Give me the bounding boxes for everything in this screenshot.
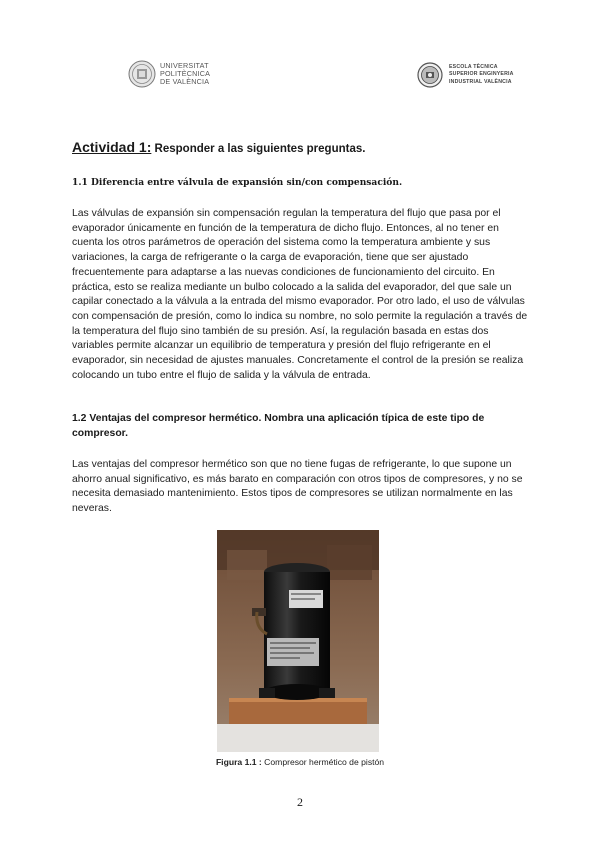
activity-label: Actividad 1:: [72, 139, 152, 155]
etsii-seal-icon: [417, 62, 443, 88]
upv-logo-line: UNIVERSITAT: [160, 61, 209, 70]
etsii-logo: [417, 62, 514, 88]
etsii-logo-line: INDUSTRIAL VALÈNCIA: [449, 78, 512, 85]
etsii-logo-text: [449, 64, 514, 86]
upv-logo-line: POLITÈCNICA: [160, 69, 211, 78]
activity-title: [72, 139, 365, 155]
section-1-heading: 1.1 Diferencia entre válvula de expansión sin/con compensación.: [72, 177, 403, 188]
etsii-logo-line: ESCOLA TÈCNICA: [449, 63, 498, 70]
figure-label: Figura 1.1 :: [215, 757, 262, 767]
upv-logo: [128, 60, 210, 88]
section-1-body: Las válvulas de expansión sin compensación regulan la temperatura del flujo que pasa por el evaporador únicamente en función de la temperatura de dicho flujo. Entonces, al no tener en cuenta los otros parámetros de operación del sistema como la temperatura ambiente y sus variaciones, la carga de refrigerante o la carga de evaporación, tiene que ser ajustado frecuentemente para adaptarse a las nuevas condiciones de funcionamiento del circuito. En práctica, esto se realiza mediante un bulbo colocado a la salida del evaporador, del que sale un capilar conectado a la válvula a la entrada del mismo evaporador. Por otro lado, el uso de válvulas con compensación de presión, como lo indica su nombre, no solo permite la regulación a través de la temperatura del flujo sino también de su presión. Así, la regulación basada en estas dos variables permite alcanzar un equilibrio de temperatura y presión del flujo refrigerante en el evaporador, sin necesidad de ajustes manuales. Concretamente el control de la presión se realiza colocando un tubo entre el flujo de salida y la válvula de entrada.: [72, 208, 528, 381]
figure-caption: [0, 757, 600, 767]
etsii-logo-line: SUPERIOR ENGINYERIA: [449, 71, 514, 78]
upv-logo-line: DE VALÈNCIA: [160, 77, 210, 86]
figure-caption-text: Compresor hermético de pistón: [261, 757, 385, 767]
section-2-heading: 1.2 Ventajas del compresor hermético. Nombra una aplicación típica de este tipo de compresor.: [72, 413, 485, 439]
upv-logo-text: [160, 62, 210, 86]
section-2-body: Las ventajas del compresor hermético son que no tiene fugas de refrigerante, lo que supone un ahorro anual significativo, es más barato en comparación con otros tipos de compresores, y no se necesita demasiado mantenimiento. Estos tipos de compresores se utilizan normalmente en las neveras.: [72, 459, 523, 515]
compressor-photo: [217, 530, 379, 752]
page-number: 2: [297, 795, 303, 809]
activity-instruction: Responder a las siguientes preguntas.: [151, 143, 366, 155]
upv-seal-icon: [128, 60, 156, 88]
